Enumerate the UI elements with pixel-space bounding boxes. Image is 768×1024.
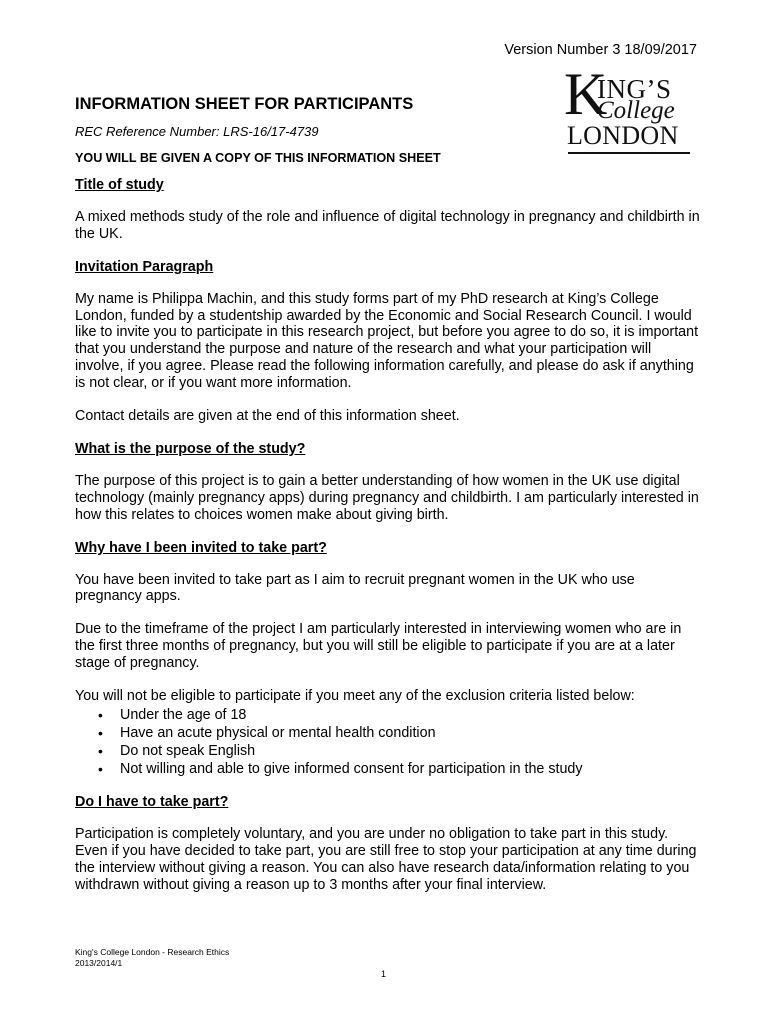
logo-underline bbox=[568, 152, 690, 154]
paragraph-take-part: Participation is completely voluntary, and you are under no obligation to take part in this study. Even if you have decided to take part, you are still free to stop your participation at any time during the interview without giving a reason. You can also have research data/information relating to you withdrawn without giving a reason up to 3 months after your final interview. bbox=[75, 825, 697, 893]
paragraph-invited-1: You have been invited to take part as I aim to recruit pregnant women in the UK who use pregnancy apps. bbox=[75, 571, 635, 605]
logo-ings: ING’S bbox=[597, 74, 672, 104]
paragraph-contact-note: Contact details are given at the end of this information sheet. bbox=[75, 408, 460, 425]
footer-note bbox=[75, 947, 229, 968]
heading-take-part: Do I have to take part? bbox=[75, 793, 229, 810]
paragraph-invited-2: Due to the timeframe of the project I am particularly interested in interviewing women who are in the first three months of pregnancy, but you will still be eligible to participate if you are at a later stage of pregnancy. bbox=[75, 621, 682, 672]
list-item: • Do not speak English bbox=[98, 742, 256, 759]
heading-purpose: What is the purpose of the study? bbox=[75, 440, 306, 457]
exclusion-criteria-list bbox=[75, 706, 700, 778]
logo-college: College bbox=[597, 97, 675, 124]
list-item: • Have an acute physical or mental health condition bbox=[98, 724, 436, 741]
list-item: • Under the age of 18 bbox=[98, 706, 247, 723]
logo-k: K bbox=[564, 61, 608, 127]
rec-reference: REC Reference Number: LRS-16/17-4739 bbox=[75, 124, 319, 139]
bullet-icon: • bbox=[98, 724, 103, 741]
paragraph-invitation: My name is Philippa Machin, and this study forms part of my PhD research at King’s College London, funded by a studentship awarded by the Economic and Social Research Council. I would like to invite you to participate in this research project, but before you agree to do so, it is important that you understand the purpose and nature of the research and what your participation will involve, if you agree. Please read the following information carefully, and please do ask if anything is not clear, or if you want more information. bbox=[75, 290, 699, 392]
footer-line-2: 2013/2014/1 bbox=[75, 957, 123, 968]
bullet-icon: • bbox=[98, 760, 103, 777]
paragraph-purpose: The purpose of this project is to gain a better understanding of how women in the UK use digital technology (mainly pregnancy apps) during pregnancy and childbirth. I am particularly interested in how this relates to choices women make about giving birth. bbox=[75, 472, 699, 523]
bullet-icon: • bbox=[98, 706, 103, 723]
kings-college-london-logo bbox=[564, 61, 694, 156]
heading-invitation: Invitation Paragraph bbox=[75, 258, 214, 275]
document-body bbox=[75, 177, 700, 909]
version-label: Version Number 3 18/09/2017 bbox=[504, 42, 697, 58]
page-number: 1 bbox=[381, 969, 387, 979]
bullet-icon: • bbox=[98, 742, 103, 759]
document-title: INFORMATION SHEET FOR PARTICIPANTS bbox=[75, 95, 414, 113]
copy-note: YOU WILL BE GIVEN A COPY OF THIS INFORMATION SHEET bbox=[75, 151, 441, 165]
footer-line-1: King's College London - Research Ethics bbox=[75, 947, 230, 957]
heading-title-of-study: Title of study bbox=[75, 177, 164, 193]
list-item: • Not willing and able to give informed consent for participation in the study bbox=[98, 760, 583, 777]
paragraph-study-title: A mixed methods study of the role and influence of digital technology in pregnancy and childbirth in the UK. bbox=[75, 208, 700, 242]
paragraph-exclusion-intro: You will not be eligible to participate if you meet any of the exclusion criteria listed below: bbox=[75, 688, 635, 705]
logo-london: LONDON bbox=[567, 121, 679, 150]
heading-invited: Why have I been invited to take part? bbox=[75, 539, 327, 556]
